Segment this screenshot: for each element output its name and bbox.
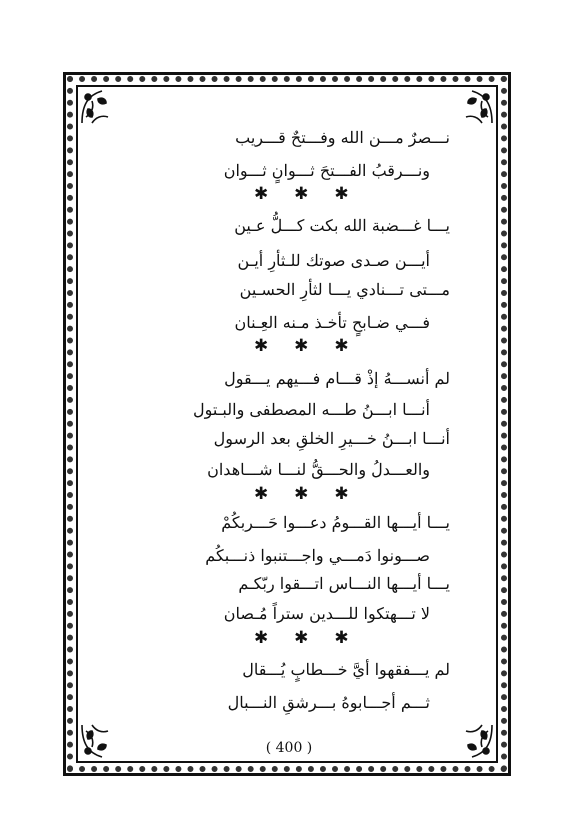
poem-line: لا تـــهتكوا للـــدين ستراً مُـصان: [223, 604, 430, 623]
poem-line: ثـــم أجـــابوهُ بـــرشقِ النـــبال: [227, 693, 430, 712]
poem-line: أنـــا ابـــنُ طـــه المصطفى والبـتول: [193, 400, 430, 419]
poem-line: نـــصرٌ مـــن الله وفـــتحٌ قـــريب: [235, 128, 450, 147]
poem-line: ونـــرقبُ الفـــتحَ ثـــوانٍ ثـــوان: [223, 161, 430, 180]
poem-line: صـــونوا دَمـــي واجـــتنبوا ذنـــبكُم: [205, 546, 430, 565]
page-number: ( 400 ): [265, 740, 313, 756]
poem-line: أيـــن صـدى صوتك للـثأرِ أيـن: [237, 251, 430, 270]
poem-line: يـــا أيـــها القـــومُ دعـــوا حَـــربكُمْ: [221, 513, 450, 532]
poem-line: يـــا أيـــها النـــاس اتـــقوا ربّكـم: [238, 574, 450, 593]
stanza-separator: ✱ ✱ ✱: [254, 628, 359, 648]
poem-line: فـــي ضـابحٍ تأخـذ مـنه العِـنان: [234, 313, 430, 332]
floral-corner-icon: [456, 87, 496, 127]
stanza-separator: ✱ ✱ ✱: [254, 336, 359, 356]
poem-line: مـــتى تـــنادي يـــا لثأرِ الحسـين: [239, 280, 450, 299]
stanza-separator: ✱ ✱ ✱: [254, 484, 359, 504]
poem-line: لم أنســـهُ إذْ قـــام فـــيهم يـــقول: [224, 369, 450, 388]
poem-line: يـــا غـــضبة الله بكت كـــلُّ عـين: [234, 216, 450, 235]
stanza-separator: ✱ ✱ ✱: [254, 184, 359, 204]
poem-line: أنـــا ابـــنُ خـــيرِ الخلقِ بعد الرسول: [213, 429, 450, 448]
poem-line: والعـــدلُ والحـــقُّ لنـــا شـــاهدان: [207, 460, 430, 479]
poem-line: لم يـــفقهوا أيَّ خـــطابٍ يُـــقال: [242, 660, 450, 679]
floral-corner-icon: [78, 87, 118, 127]
